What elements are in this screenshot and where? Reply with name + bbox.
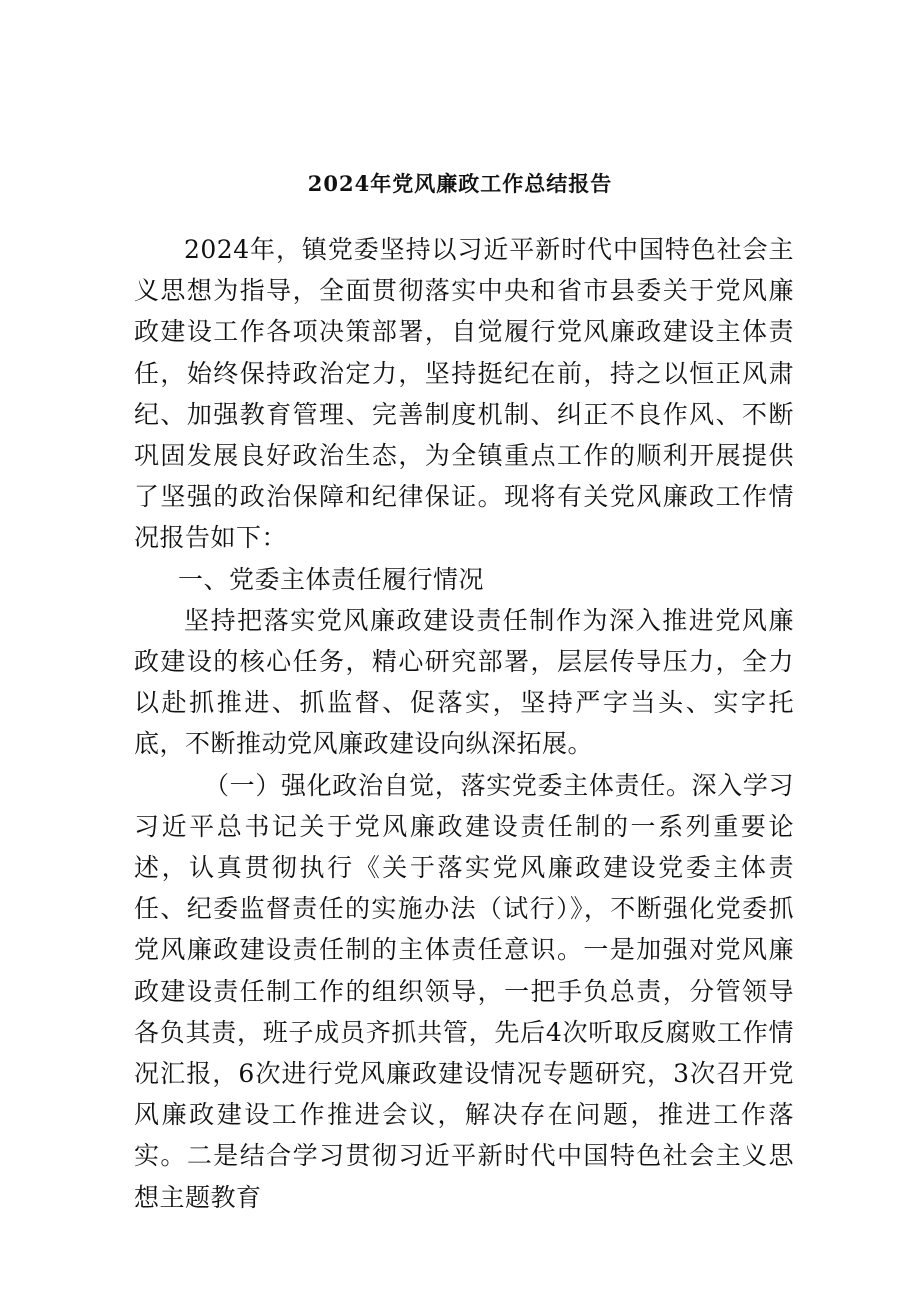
paragraph-section-1-summary: 坚持把落实党风廉政建设责任制作为深入推进党风廉政建设的核心任务，精心研究部署，层层传导压力，全力以赴抓推进、抓监督、促落实，坚持严字当头、实字托底，不断推动党风廉政建设向纵深拓展。 bbox=[134, 605, 794, 759]
document-title: 2024年党风廉政工作总结报告 bbox=[307, 171, 613, 196]
subsection-1-paragraph: （一）强化政治自觉，落实党委主体责任。深入学习习近平总书记关于党风廉政建设责任制的一系列重要论述，认真贯彻执行《关于落实党风廉政建设党委主体责任、纪委监督责任的实施办法（试行）》，不断强化党委抓党风廉政建设责任制的主体责任意识。一是加强对党风廉政建设责任制工作的组织领导，一把手负总责，分管领导各负其责，班子成员齐抓共管，先后4次听取反腐败工作情况汇报，6次进行党风廉政建设情况专题研究，3次召开党风廉政建设工作推进会议，解决存在问题，推进工作落实。二是结合学习贯彻习近平新时代中国特色社会主义思想主题教育 bbox=[134, 770, 794, 1212]
section-heading-1: 一、党委主体责任履行情况 bbox=[178, 564, 485, 594]
paragraph-intro: 2024年，镇党委坚持以习近平新时代中国特色社会主义思想为指导，全面贯彻落实中央和省市县委关于党风廉政建设工作各项决策部署，自觉履行党风廉政建设主体责任，始终保持政治定力，坚持挺纪在前，持之以恒正风肃纪、加强教育管理、完善制度机制、纠正不良作风、不断巩固发展良好政治生态，为全镇重点工作的顺利开展提供了坚强的政治保障和纪律保证。现将有关党风廉政工作情况报告如下： bbox=[134, 235, 794, 553]
document-body bbox=[134, 229, 794, 1218]
